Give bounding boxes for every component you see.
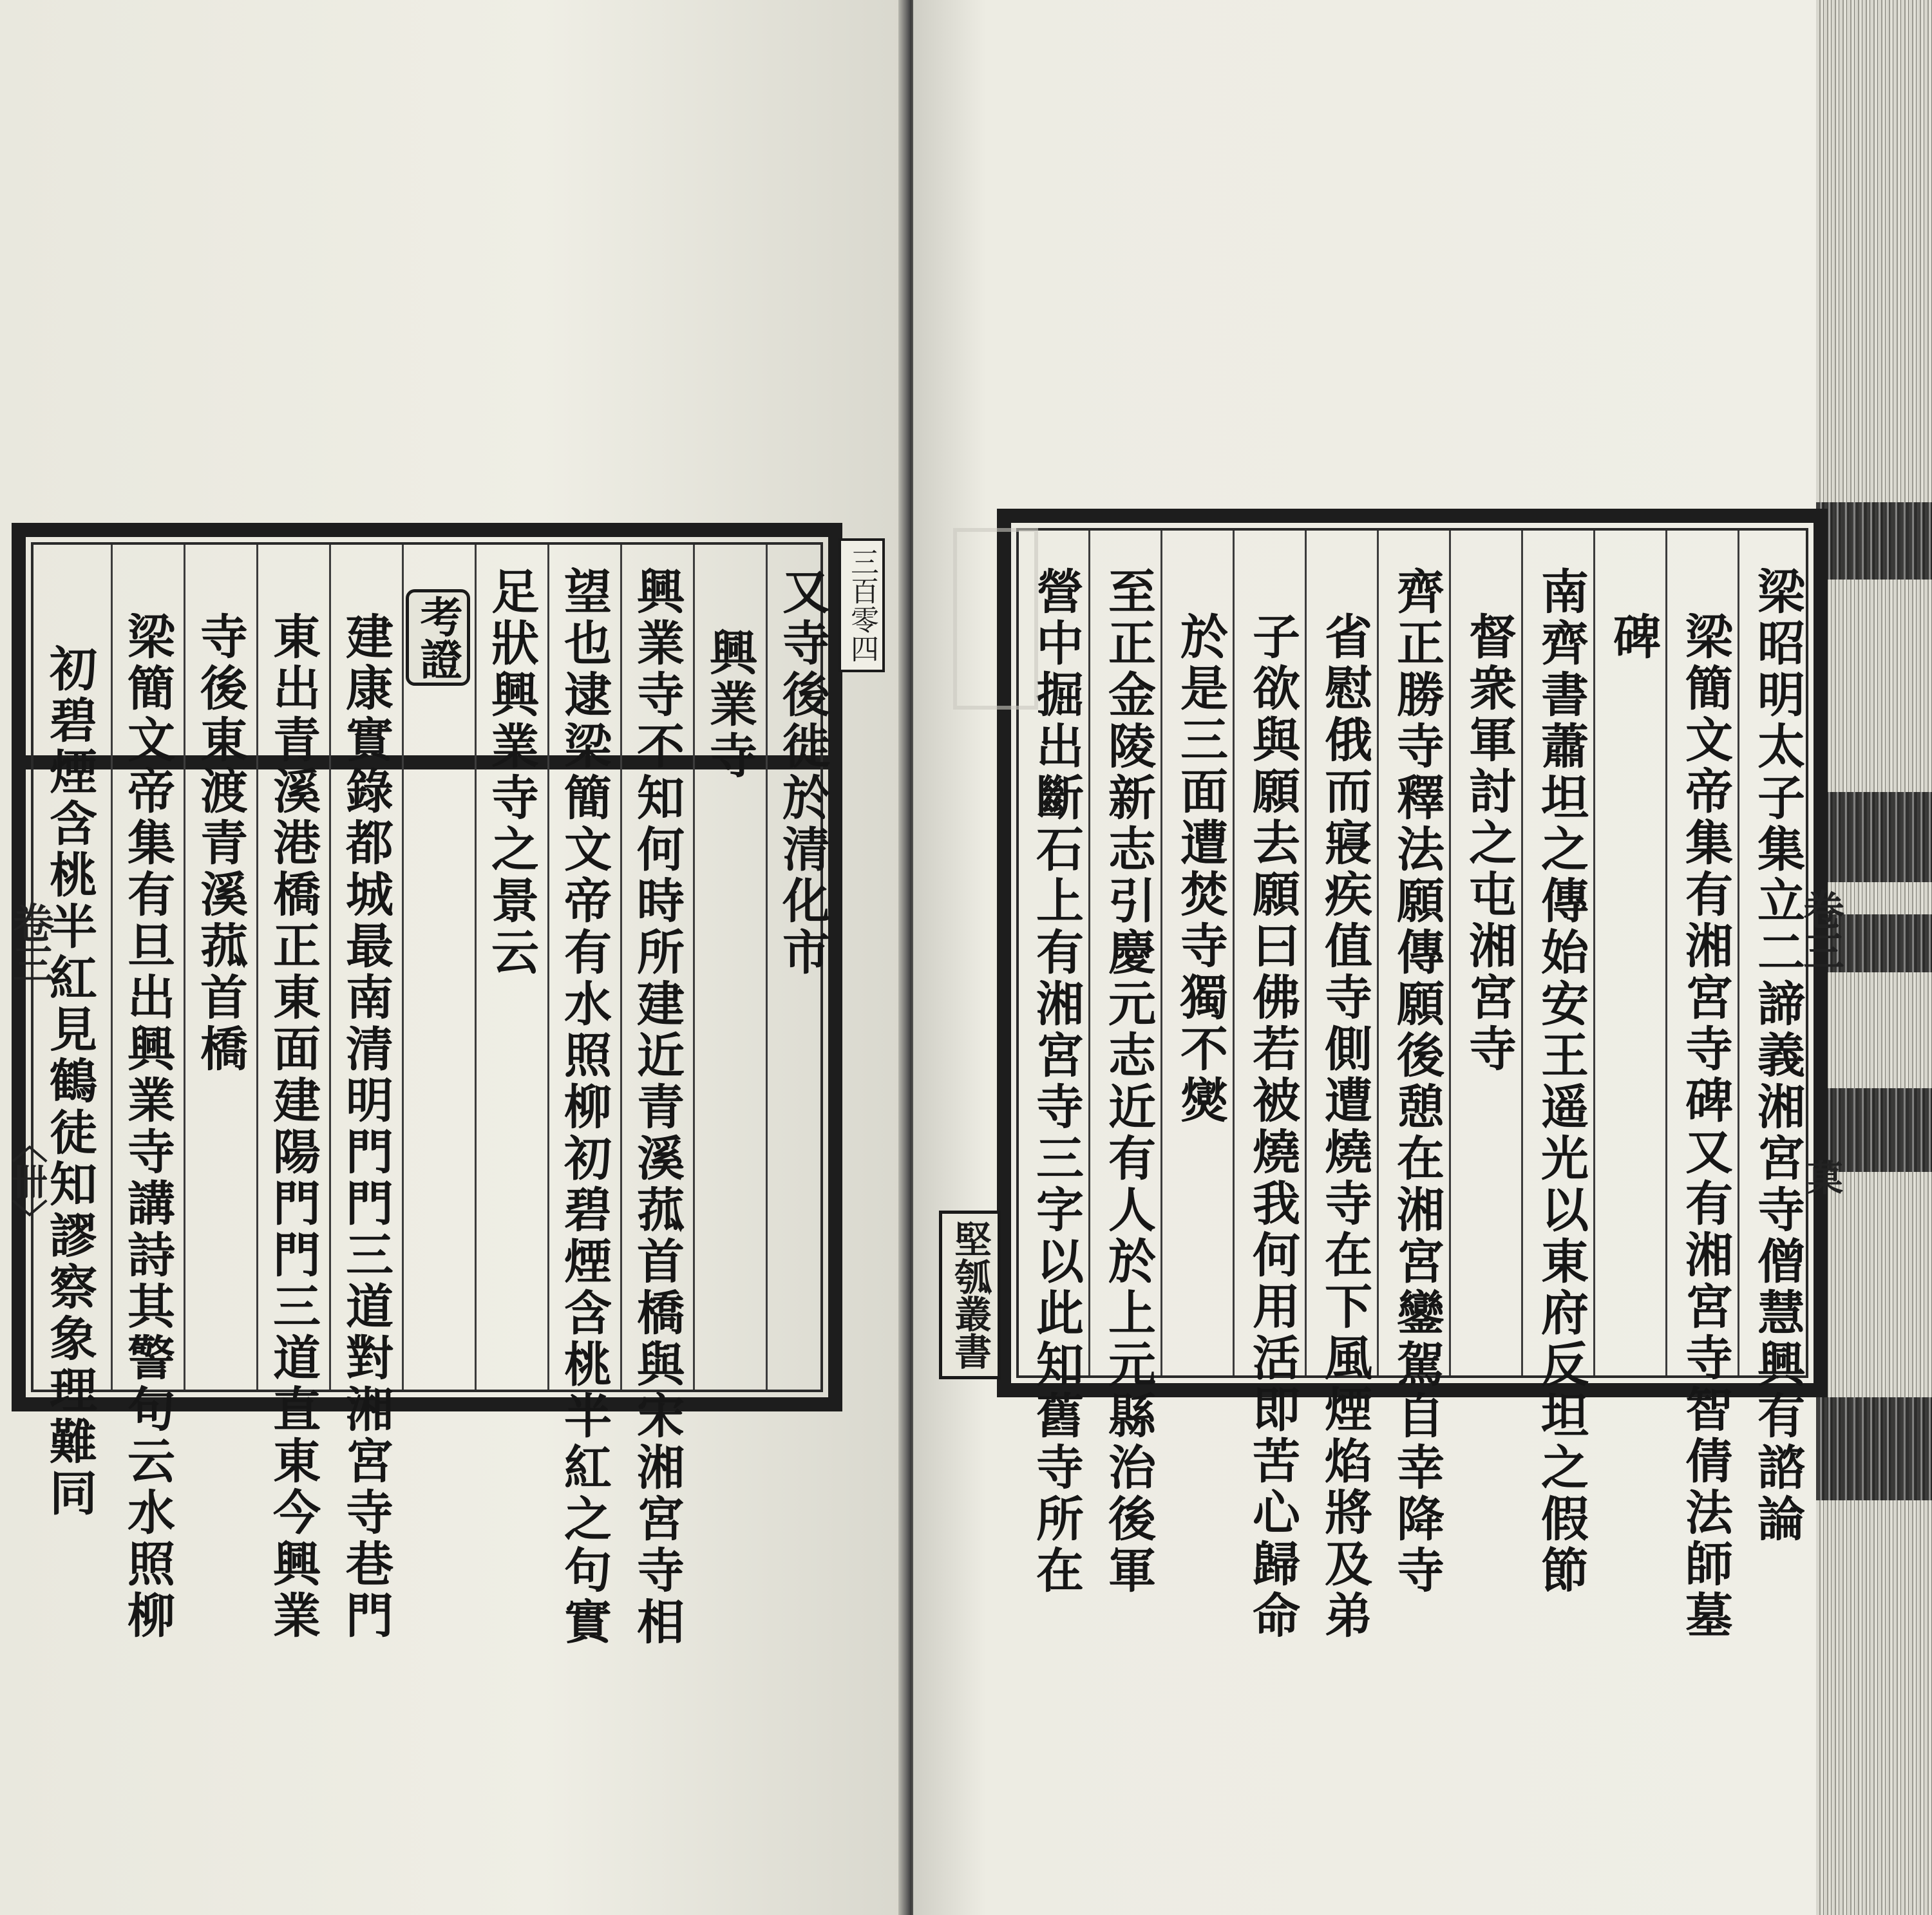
right-col-1: 梁昭明太子集立二諦義湘宮寺僧慧興有諮論: [1750, 567, 1805, 1545]
right-col-4: 南齊書蕭坦之傳始安王遥光以東府反坦之假節: [1533, 567, 1589, 1597]
right-col-8: 子欲與願去願曰佛若被燒我何用活即苦心歸命: [1245, 612, 1300, 1642]
right-col-7: 省慰俄而寢疾值寺側遭燒寺在下風煙焰將及弟: [1317, 612, 1372, 1642]
show-through-impression: [953, 528, 1038, 710]
right-edge-leaf-mark: 菓: [1801, 1159, 1844, 1195]
left-col-2: 興業寺: [702, 628, 757, 782]
kaozheng-heading: 考證: [406, 589, 470, 686]
right-col-2: 梁簡文帝集有湘宮寺碑又有湘宮寺智倩法師墓: [1678, 612, 1733, 1642]
right-col-11: 營中掘出斷石上有湘宮寺三字以此知舊寺所在: [1028, 567, 1084, 1597]
folio-number: 三百零四: [838, 538, 885, 672]
right-col-6: 齊正勝寺釋法願傳願後憩在湘宮鑾駕自幸降寺: [1389, 567, 1444, 1597]
right-col-10: 至正金陵新志引慶元志近有人於上元縣治後軍: [1101, 567, 1156, 1597]
left-col-7: 東出青溪港橋正東面建陽門門三道直東今興業: [265, 612, 321, 1642]
left-margin-leaf-mark: 〈卌〉: [6, 1127, 48, 1235]
left-col-5: 足狀興業寺之景云: [484, 567, 539, 979]
collection-title-seal: 堅瓠叢書: [939, 1211, 1001, 1379]
right-col-9: 於是三面遭焚寺獨不爕: [1173, 612, 1228, 1127]
left-col-9: 梁簡文帝集有旦出興業寺講詩其警句云水照柳: [120, 612, 175, 1642]
right-col-5: 督衆軍討之屯湘宮寺: [1461, 612, 1517, 1075]
left-col-8: 寺後東渡青溪菰首橋: [193, 612, 248, 1075]
left-col-1: 又寺後徙於清化市: [775, 567, 830, 979]
right-edge-chapter-mark: 卷三: [1796, 889, 1844, 971]
left-col-10: 初碧煙含桃半紅見鶴徒知謬察象理難同: [42, 644, 97, 1520]
left-col-4: 望也逮梁簡文帝有水照柳初碧煙含桃半紅之句實: [556, 567, 612, 1648]
left-col-3: 興業寺不知何時所建近青溪菰首橋與宋湘宮寺相: [629, 567, 685, 1648]
left-col-6: 建康實錄都城最南清明門門三道對湘宮寺巷門: [338, 612, 393, 1642]
right-col-3: 碑: [1605, 612, 1661, 663]
left-margin-chapter-mark: 卷三: [6, 901, 54, 984]
